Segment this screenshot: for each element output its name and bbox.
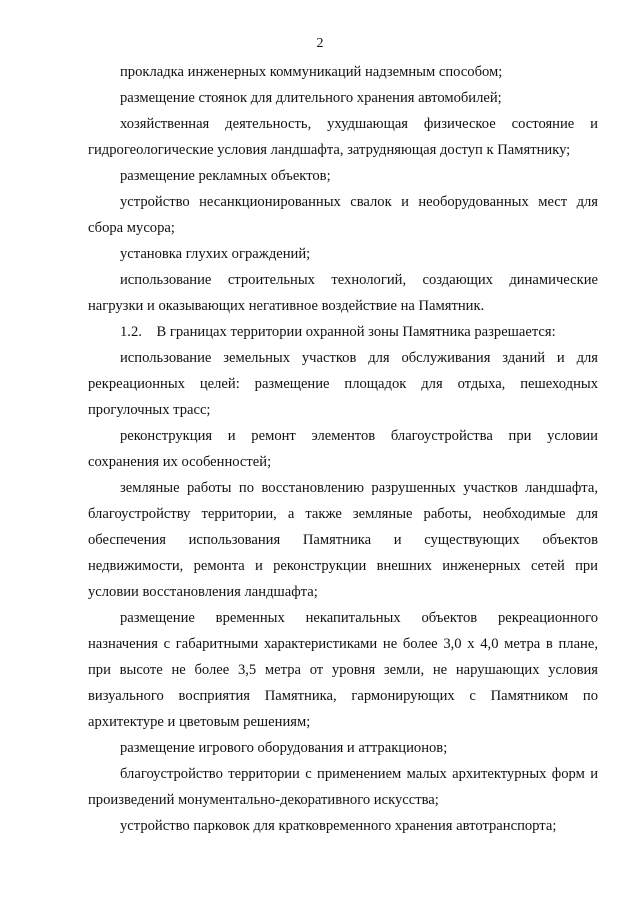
document-body	[88, 59, 598, 839]
paragraph-prohibition-dumps: устройство несанкционированных свалок и необорудованных мест для сбора мусора;	[88, 194, 598, 236]
paragraph-prohibition-long-parking: размещение стоянок для длительного хранения автомобилей;	[120, 90, 502, 106]
paragraph-permitted-temporary-objects: размещение временных некапитальных объектов рекреационного назначения с габаритными характеристиками не более 3,0 х 4,0 метра в плане, при высоте не более 3,5 метра от уровня земли, не нарушающих условия визуального восприятия Памятника, гармонирующих с Памятником по архитектуре и цветовым решениям;	[88, 610, 598, 730]
paragraph-permitted-short-parking: устройство парковок для кратковременного хранения автотранспорта;	[120, 818, 557, 834]
paragraph-prohibition-utilities: прокладка инженерных коммуникаций надземным способом;	[120, 64, 503, 80]
paragraph-prohibition-solid-fences: установка глухих ограждений;	[120, 246, 311, 262]
page-number: 2	[316, 36, 324, 51]
paragraph-prohibition-advertising: размещение рекламных объектов;	[120, 168, 331, 184]
paragraph-permitted-reconstruction: реконструкция и ремонт элементов благоустройства при условии сохранения их особенностей;	[88, 428, 598, 470]
paragraph-prohibition-construction-tech: использование строительных технологий, создающих динамические нагрузки и оказывающих негативное воздействие на Памятник.	[88, 272, 598, 314]
section-heading-1-2: 1.2. В границах территории охранной зоны Памятника разрешается:	[120, 324, 556, 340]
paragraph-permitted-land-use: использование земельных участков для обслуживания зданий и для рекреационных целей: размещение площадок для отдыха, пешеходных прогулочных трасс;	[88, 350, 598, 418]
paragraph-prohibition-economic-activity: хозяйственная деятельность, ухудшающая физическое состояние и гидрогеологические условия ландшафта, затрудняющая доступ к Памятнику;	[88, 116, 598, 158]
paragraph-permitted-play-equipment: размещение игрового оборудования и аттракционов;	[120, 740, 448, 756]
paragraph-permitted-landscaping: благоустройство территории с применением малых архитектурных форм и произведений монументально-декоративного искусства;	[88, 766, 598, 808]
paragraph-permitted-earthworks: земляные работы по восстановлению разрушенных участков ландшафта, благоустройству территории, а также земляные работы, необходимые для обеспечения использования Памятника и существующих объектов недвижимости, ремонта и реконструкции внешних инженерных сетей при условии восстановления ландшафта;	[88, 480, 598, 600]
